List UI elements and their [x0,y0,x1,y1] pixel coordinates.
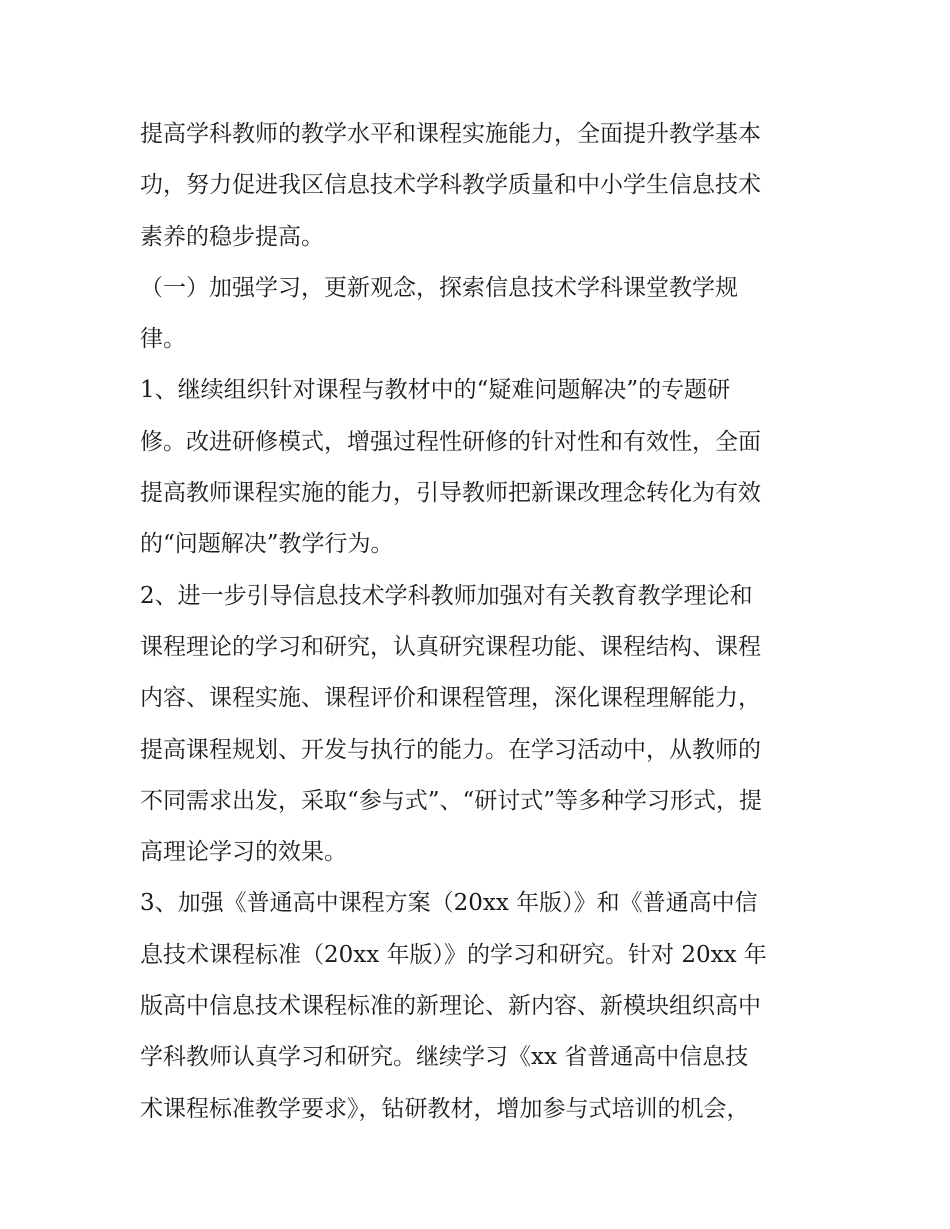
section-heading: （一）加强学习，更新观念，探索信息技术学科课堂教学规 [140,274,738,301]
text-line: 提高课程规划、开发与执行的能力。在学习活动中，从教师的 [140,736,761,763]
text-line: 版高中信息技术课程标准的新理论、新内容、新模块组织高中 [140,993,761,1020]
text-line: 功，努力促进我区信息技术学科教学质量和中小学生信息技术 [140,172,761,199]
list-item-1: 1、继续组织针对课程与教材中的“疑难问题解决”的专题研 [140,377,731,404]
list-item-3: 3、加强《普通高中课程方案（20xx 年版）》和《普通高中信 [140,890,758,917]
text-line: 的“问题解决”教学行为。 [140,531,394,558]
text-line: 不同需求出发，采取“参与式”、“研讨式”等多种学习形式，提 [140,787,763,814]
text-line: 提高教师课程实施的能力，引导教师把新课改理念转化为有效 [140,480,761,507]
list-item-2: 2、进一步引导信息技术学科教师加强对有关教育教学理论和 [140,582,753,609]
text-line: 高理论学习的效果。 [140,839,347,866]
text-line: 内容、课程实施、课程评价和课程管理，深化课程理解能力， [140,685,761,712]
section-heading-continued: 律。 [140,326,186,353]
text-line: 息技术课程标准（20xx 年版）》的学习和研究。针对 20xx 年 [140,941,767,968]
text-line: 修。改进研修模式，增强过程性研修的针对性和有效性，全面 [140,428,761,455]
text-line: 提高学科教师的教学水平和课程实施能力，全面提升教学基本 [140,121,761,147]
text-line: 课程理论的学习和研究，认真研究课程功能、课程结构、课程 [140,633,761,660]
text-line: 术课程标准教学要求》，钻研教材，增加参与式培训的机会， [140,1095,750,1122]
text-line: 学科教师认真学习和研究。继续学习《xx 省普通高中信息技 [140,1044,749,1071]
text-line: 素养的稳步提高。 [140,223,324,250]
document-body [140,109,820,1135]
